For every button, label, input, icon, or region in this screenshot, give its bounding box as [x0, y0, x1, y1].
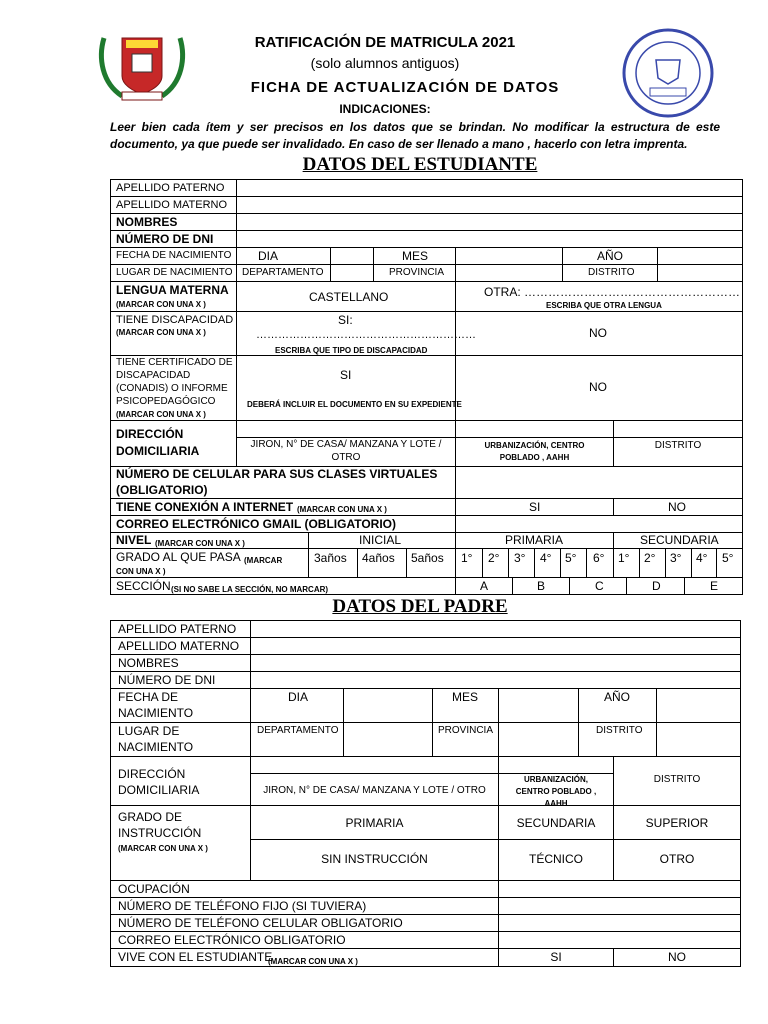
padre-fecha-label-2: NACIMIENTO — [118, 706, 194, 720]
padre-distrito-field[interactable] — [656, 722, 741, 757]
lengua-marcar-note: (MARCAR CON UNA X ) — [116, 300, 206, 309]
apellido-paterno-field[interactable] — [236, 179, 743, 197]
padre-departamento-label: DEPARTAMENTO — [257, 725, 339, 736]
padre-otro-label: OTRO — [659, 852, 695, 866]
certificado-no-label: NO — [589, 380, 607, 394]
indications-text: Leer bien cada ítem y ser precisos en los datos que se brindan. No modificar la estructura de este documento, ya que puede ser invalidado. En caso de ser llenado a mano , hacerlo con letra imprenta. — [110, 120, 720, 151]
padre-superior-label: SUPERIOR — [645, 816, 709, 830]
padre-grado-label-1: GRADO DE — [118, 810, 183, 824]
dia-field[interactable] — [330, 247, 374, 265]
discapacidad-si-label: SI: — [338, 313, 353, 327]
dni-field[interactable] — [236, 230, 743, 248]
internet-si-label: SI — [529, 500, 541, 514]
indications-label: INDICACIONES: — [339, 102, 431, 116]
grado-inicial-5-label: 5años — [411, 551, 444, 565]
provincia-field[interactable] — [455, 264, 563, 282]
certificado-label-4: PSICOPEDAGÓGICO — [116, 396, 216, 407]
padre-mes-field[interactable] — [498, 688, 579, 723]
padre-jiron-field[interactable] — [250, 756, 499, 774]
internet-label: TIENE CONEXIÓN A INTERNET — [116, 500, 294, 514]
official-seal — [620, 26, 716, 120]
grado-inicial-3-label: 3años — [314, 551, 347, 565]
padre-dir-distrito-label: DISTRITO — [653, 774, 701, 785]
padre-grado-label-2: INSTRUCCIÓN — [118, 826, 202, 840]
grado-secundaria-4-label: 4° — [696, 551, 708, 565]
padre-telefono-fijo-field[interactable] — [498, 897, 741, 915]
student-section-title: DATOS DEL ESTUDIANTE — [302, 154, 538, 175]
jiron-label-1: JIRON, N° DE CASA/ MANZANA Y LOTE / — [250, 439, 442, 450]
apellido-materno-label: APELLIDO MATERNO — [116, 199, 228, 211]
subtitle: (solo alumnos antiguos) — [310, 55, 460, 71]
correo-field[interactable] — [455, 515, 743, 533]
fecha-nacimiento-label: FECHA DE NACIMIENTO — [116, 250, 232, 261]
direccion-label-2: DOMICILIARIA — [116, 444, 200, 458]
padre-anio-label: AÑO — [604, 690, 631, 704]
father-section-title: DATOS DEL PADRE — [332, 596, 508, 617]
grado-primaria-2-label: 2° — [488, 551, 500, 565]
escriba-discapacidad-note: ESCRIBA QUE TIPO DE DISCAPACIDAD — [275, 346, 428, 355]
correo-label: CORREO ELECTRÓNICO GMAIL (OBLIGATORIO) — [116, 517, 396, 531]
anio-field[interactable] — [657, 247, 743, 265]
grado-secundaria-2-label: 2° — [644, 551, 656, 565]
padre-provincia-field[interactable] — [498, 722, 579, 757]
padre-direccion-label-2: DOMICILIARIA — [118, 783, 200, 797]
padre-vive-marcar-note: (MARCAR CON UNA X ) — [268, 957, 358, 966]
lengua-materna-label: LENGUA MATERNA — [116, 283, 229, 297]
grado-secundaria-5-label: 5° — [722, 551, 734, 565]
discapacidad-dots: …………………………………………………… — [256, 329, 476, 341]
padre-tecnico-label: TÉCNICO — [529, 852, 583, 866]
padre-correo-field[interactable] — [498, 931, 741, 949]
padre-urb-label-3: AAHH — [544, 799, 568, 808]
padre-distrito-label: DISTRITO — [596, 725, 643, 736]
form-title: FICHA DE ACTUALIZACIÓN DE DATOS — [250, 79, 560, 96]
jiron-label-2: OTRO — [331, 452, 361, 463]
grado-primaria-4-label: 4° — [540, 551, 552, 565]
departamento-label: DEPARTAMENTO — [242, 267, 324, 278]
padre-dni-field[interactable] — [250, 671, 741, 689]
direccion-distrito-field[interactable] — [613, 420, 743, 438]
main-title: RATIFICACIÓN DE MATRICULA 2021 — [254, 34, 516, 51]
discapacidad-label: TIENE DISCAPACIDAD — [116, 314, 234, 326]
padre-mes-label: MES — [452, 690, 479, 704]
padre-dia-label: DIA — [288, 690, 309, 704]
debera-incluir-note: DEBERÁ INCLUIR EL DOCUMENTO EN SU EXPEDIENTE — [247, 400, 462, 409]
discapacidad-marcar-note: (MARCAR CON UNA X ) — [116, 328, 206, 337]
seccion-a-label: A — [480, 579, 489, 593]
padre-apellido-materno-label: APELLIDO MATERNO — [118, 639, 240, 653]
urb-label-2: POBLADO , AAHH — [499, 453, 570, 462]
padre-jiron-label: JIRON, N° DE CASA/ MANZANA Y LOTE / OTRO — [263, 785, 486, 796]
grado-inicial-4-label: 4años — [362, 551, 395, 565]
castellano-label: CASTELLANO — [309, 290, 389, 304]
celular-label-2: (OBLIGATORIO) — [116, 483, 208, 497]
escriba-lengua-note: ESCRIBA QUE OTRA LENGUA — [546, 301, 662, 310]
direccion-label-1: DIRECCIÓN — [116, 427, 184, 441]
padre-telefono-celular-label: NÚMERO DE TELÉFONO CELULAR OBLIGATORIO — [118, 916, 403, 930]
seccion-b-label: B — [537, 579, 546, 593]
padre-secundaria-label: SECUNDARIA — [516, 816, 596, 830]
mes-field[interactable] — [455, 247, 563, 265]
lugar-nacimiento-label: LUGAR DE NACIMIENTO — [116, 267, 233, 278]
padre-correo-label: CORREO ELECTRÓNICO OBLIGATORIO — [118, 933, 346, 947]
grado-primaria-3-label: 3° — [514, 551, 526, 565]
padre-departamento-field[interactable] — [343, 722, 433, 757]
seccion-e-label: E — [710, 579, 719, 593]
grado-label-2: CON UNA X ) — [116, 567, 166, 576]
nivel-marcar-note: (MARCAR CON UNA X ) — [155, 539, 245, 548]
padre-telefono-fijo-label: NÚMERO DE TELÉFONO FIJO (SI TUVIERA) — [118, 899, 367, 913]
school-logo — [96, 28, 188, 102]
seccion-note: (SI NO SABE LA SECCIÓN, NO MARCAR) — [171, 585, 329, 594]
anio-label: AÑO — [597, 249, 624, 263]
padre-apellido-materno-field[interactable] — [250, 637, 741, 655]
padre-urb-label-1: URBANIZACIÓN, — [524, 775, 588, 784]
padre-grado-marcar-note: (MARCAR CON UNA X ) — [118, 844, 208, 853]
padre-primaria-label: PRIMARIA — [345, 816, 404, 830]
grado-secundaria-3-label: 3° — [670, 551, 682, 565]
seccion-c-label: C — [595, 579, 604, 593]
internet-marcar-note: (MARCAR CON UNA X ) — [297, 505, 387, 514]
nivel-label: NIVEL — [116, 533, 152, 547]
direccion-urb-field[interactable] — [455, 420, 614, 438]
certificado-label-1: TIENE CERTIFICADO DE — [116, 357, 233, 368]
padre-nombres-field[interactable] — [250, 654, 741, 672]
grado-primaria-1-label: 1° — [461, 551, 473, 565]
seccion-d-label: D — [652, 579, 661, 593]
seccion-label: SECCIÓN — [116, 579, 171, 593]
padre-telefono-celular-field[interactable] — [498, 914, 741, 932]
mes-label: MES — [402, 249, 429, 263]
dir-distrito-label: DISTRITO — [654, 440, 702, 451]
apellido-materno-field[interactable] — [236, 196, 743, 214]
nivel-inicial-label: INICIAL — [359, 533, 402, 547]
apellido-paterno-label: APELLIDO PATERNO — [116, 182, 225, 194]
certificado-si-label: SI — [340, 368, 352, 382]
padre-nombres-label: NOMBRES — [118, 656, 179, 670]
celular-field[interactable] — [455, 466, 743, 499]
padre-apellido-paterno-field[interactable] — [250, 620, 741, 638]
internet-no-label: NO — [668, 500, 686, 514]
departamento-field[interactable] — [330, 264, 374, 282]
padre-vive-label: VIVE CON EL ESTUDIANTE — [118, 950, 273, 964]
padre-ocupacion-label: OCUPACIÓN — [118, 882, 190, 896]
distrito-label: DISTRITO — [588, 267, 635, 278]
nombres-field[interactable] — [236, 213, 743, 231]
grado-label-1: GRADO AL QUE PASA — [116, 550, 241, 564]
padre-provincia-label: PROVINCIA — [438, 725, 494, 736]
padre-fecha-label-1: FECHA DE — [118, 690, 179, 704]
padre-dia-field[interactable] — [343, 688, 433, 723]
grado-primaria-5-label: 5° — [565, 551, 577, 565]
celular-label-1: NÚMERO DE CELULAR PARA SUS CLASES VIRTUALES — [116, 467, 438, 481]
direccion-jiron-field[interactable] — [236, 420, 456, 438]
padre-vive-si-label: SI — [550, 950, 562, 964]
dni-label: NÚMERO DE DNI — [116, 232, 214, 246]
certificado-label-3: (CONADIS) O INFORME — [116, 383, 228, 394]
otra-lengua-label: OTRA: ……………………………………………… — [484, 285, 741, 299]
padre-lugar-label-2: NACIMIENTO — [118, 740, 194, 754]
padre-vive-no-label: NO — [668, 950, 686, 964]
distrito-field[interactable] — [657, 264, 743, 282]
padre-lugar-label-1: LUGAR DE — [118, 724, 180, 738]
discapacidad-no-label: NO — [589, 326, 607, 340]
padre-apellido-paterno-label: APELLIDO PATERNO — [118, 622, 237, 636]
padre-anio-field[interactable] — [656, 688, 741, 723]
grado-primaria-6-label: 6° — [593, 551, 605, 565]
grado-marcar-note: (MARCAR — [244, 556, 283, 565]
certificado-marcar-note: (MARCAR CON UNA X ) — [116, 410, 206, 419]
padre-urb-field[interactable] — [498, 756, 614, 774]
nivel-primaria-label: PRIMARIA — [505, 533, 564, 547]
dia-label: DIA — [258, 249, 279, 263]
urb-label-1: URBANIZACIÓN, CENTRO — [484, 441, 585, 450]
grado-secundaria-1-label: 1° — [618, 551, 630, 565]
provincia-label: PROVINCIA — [389, 267, 445, 278]
padre-urb-label-2: CENTRO POBLADO , — [515, 787, 597, 796]
nombres-label: NOMBRES — [116, 215, 178, 229]
padre-direccion-label-1: DIRECCIÓN — [118, 767, 186, 781]
padre-sin-instruccion-label: SIN INSTRUCCIÓN — [321, 852, 428, 866]
certificado-label-2: DISCAPACIDAD — [116, 370, 191, 381]
nivel-secundaria-label: SECUNDARIA — [640, 533, 719, 547]
padre-ocupacion-field[interactable] — [498, 880, 741, 898]
padre-dni-label: NÚMERO DE DNI — [118, 673, 216, 687]
